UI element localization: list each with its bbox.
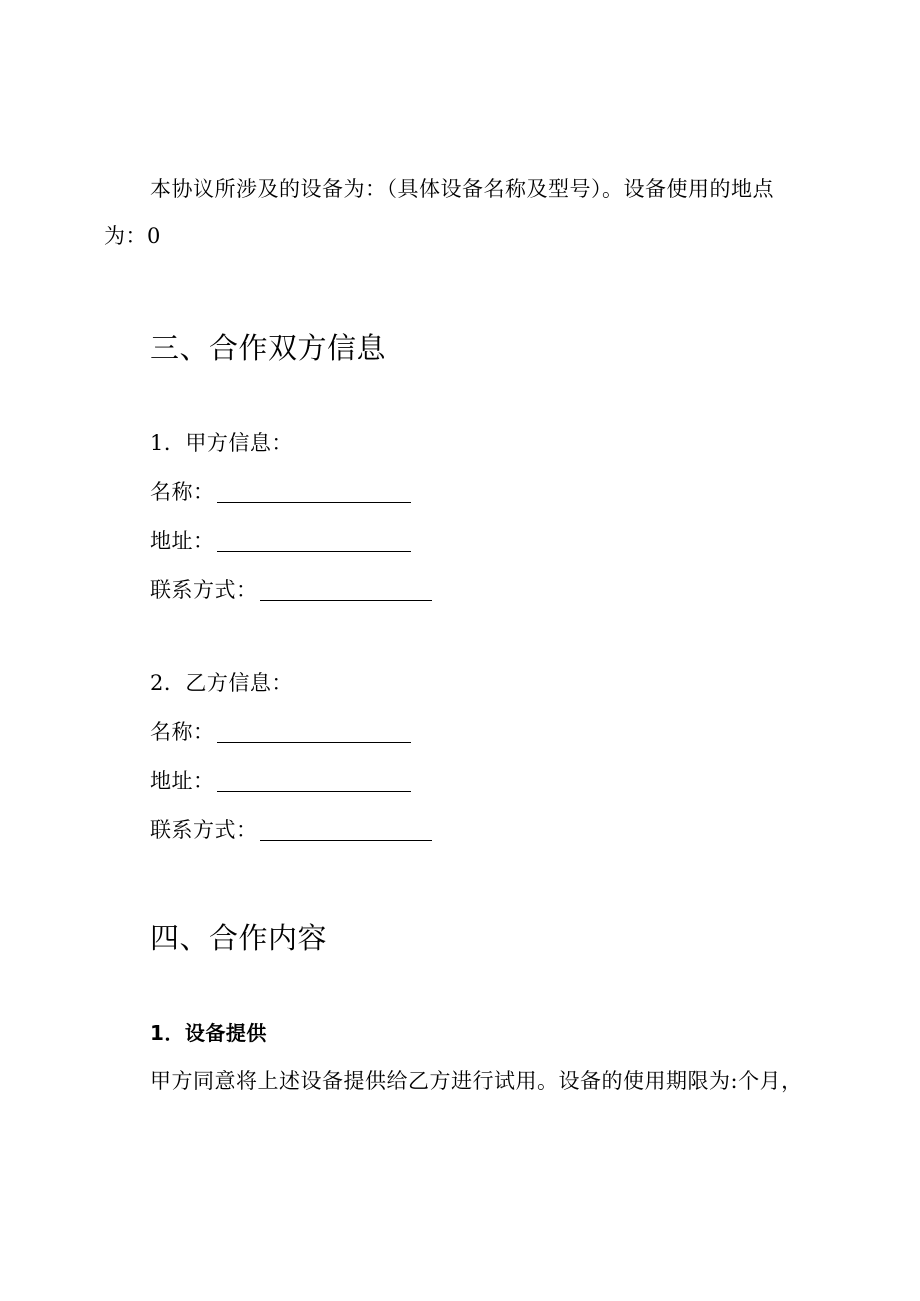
- item-1-paragraph: 甲方同意将上述设备提供给乙方进行试用。设备的使用期限为:个月，: [150, 1069, 803, 1093]
- section-3-title: 三、合作双方信息: [150, 331, 387, 365]
- party-b-contact-blank: [260, 839, 432, 841]
- party-b-address-field: [150, 766, 411, 796]
- party-b-name-label: 名称：: [150, 720, 215, 744]
- party-a-heading: 1．甲方信息：: [150, 431, 293, 455]
- party-a-contact-label: 联系方式：: [150, 578, 258, 602]
- item-1-heading: 1．设备提供: [150, 1021, 267, 1045]
- party-b-address-blank: [217, 790, 411, 792]
- party-a-address-blank: [217, 550, 411, 552]
- party-a-contact-blank: [260, 599, 432, 601]
- party-b-name-blank: [217, 741, 411, 743]
- party-a-name-field: [150, 477, 411, 507]
- party-a-contact-field: [150, 575, 432, 605]
- party-a-address-label: 地址：: [150, 529, 215, 553]
- party-a-name-blank: [217, 501, 411, 503]
- party-b-address-label: 地址：: [150, 769, 215, 793]
- party-b-name-field: [150, 717, 411, 747]
- party-a-address-field: [150, 526, 411, 556]
- section-4-title: 四、合作内容: [150, 921, 328, 955]
- party-a-name-label: 名称：: [150, 480, 215, 504]
- intro-paragraph: 本协议所涉及的设备为：（具体设备名称及型号）。设备使用的地点为：0: [104, 177, 774, 248]
- party-b-contact-field: [150, 815, 432, 845]
- party-b-contact-label: 联系方式：: [150, 818, 258, 842]
- party-b-heading: 2．乙方信息：: [150, 671, 293, 695]
